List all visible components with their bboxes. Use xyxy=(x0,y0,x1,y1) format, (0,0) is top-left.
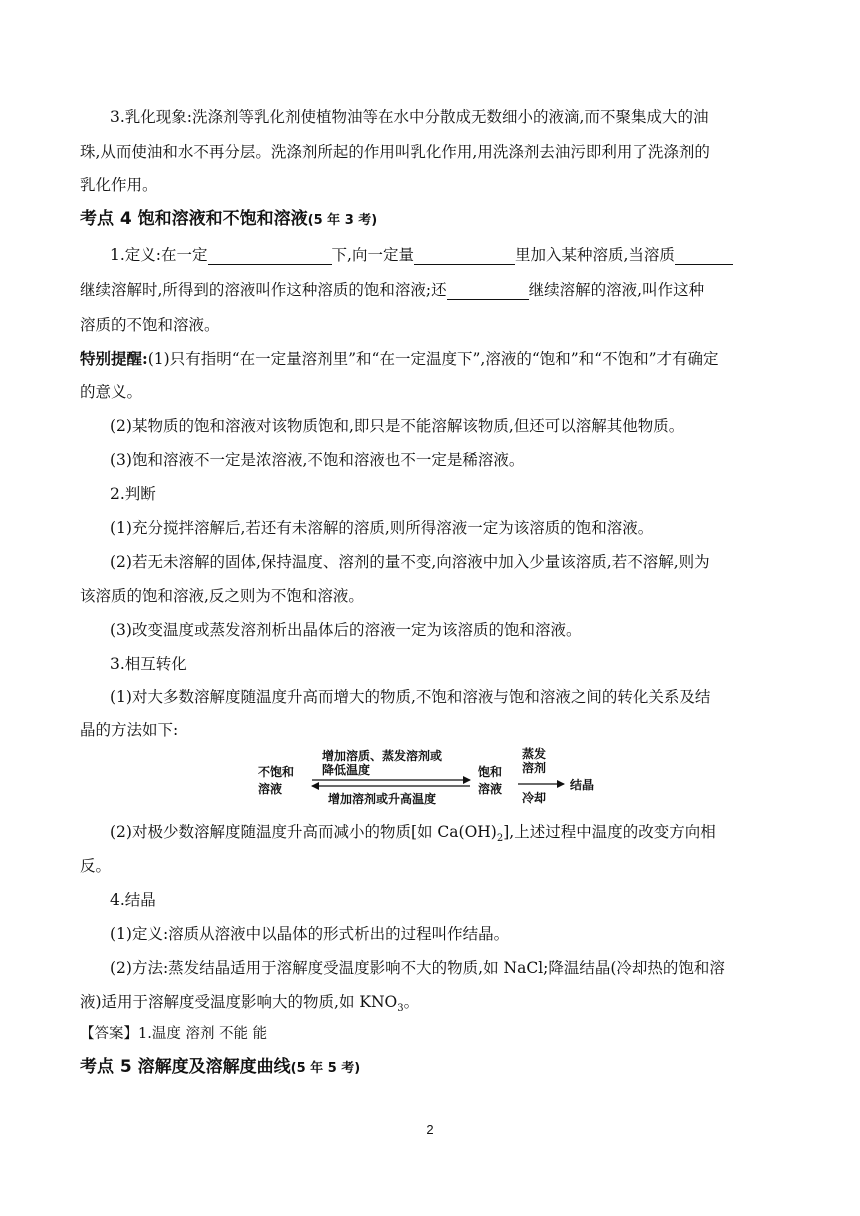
convert-line-4: 反。 xyxy=(80,857,112,875)
crystal-text-3b: 。 xyxy=(403,993,420,1011)
crystal-line-1: (1)定义:溶质从溶液中以晶体的形式析出的过程叫作结晶。 xyxy=(110,925,510,943)
judge-line-4: (3)改变温度或蒸发溶剂析出晶体后的溶液一定为该溶质的饱和溶液。 xyxy=(110,621,582,639)
label-backward: 增加溶剂或升高温度 xyxy=(328,792,437,806)
convert-text-3b: ],上述过程中温度的改变方向相 xyxy=(503,823,716,841)
tip-text-1: (1)只有指明“在一定量溶剂里”和“在一定温度下”,溶液的“饱和”和“不饱和”才有确定 xyxy=(147,350,719,368)
crystal-sub-3: 3 xyxy=(397,1003,404,1012)
crystal-line-3 xyxy=(80,992,782,1012)
blank-2 xyxy=(414,247,515,265)
section-heading-4-note: (5 年 3 考) xyxy=(307,213,378,228)
convert-line-3 xyxy=(110,822,782,842)
section-heading-5 xyxy=(80,1057,782,1079)
definition-text-c: 里加入某种溶质,当溶质 xyxy=(514,246,675,264)
tip-line-1 xyxy=(80,349,782,369)
convert-title: 3.相互转化 xyxy=(110,655,187,673)
label-forward-1: 增加溶质、蒸发溶剂或 xyxy=(322,749,443,763)
crystal-title: 4.结晶 xyxy=(110,891,156,909)
section-heading-4-title: 考点 4 饱和溶液和不饱和溶液 xyxy=(80,209,308,229)
emulsion-line-1: 3.乳化现象:洗涤剂等乳化剂使植物油等在水中分散成无数细小的液滴,而不聚集成大的油 xyxy=(110,108,709,126)
judge-line-1: (1)充分搅拌溶解后,若还有未溶解的溶质,则所得溶液一定为该溶质的饱和溶液。 xyxy=(110,519,654,537)
emulsion-line-2: 珠,从而使油和水不再分层。洗涤剂所起的作用叫乳化作用,用洗涤剂去油污即利用了洗涤剂的 xyxy=(80,143,710,161)
convert-text-3a: (2)对极少数溶解度随温度升高而减小的物质[如 Ca(OH) xyxy=(110,823,497,841)
convert-sub-2: 2 xyxy=(496,833,504,842)
convert-line-1: (1)对大多数溶解度随温度升高而增大的物质,不饱和溶液与饱和溶液之间的转化关系及结 xyxy=(110,688,711,706)
blank-4 xyxy=(447,282,529,300)
definition-text-a: 1.定义:在一定 xyxy=(110,246,208,264)
answer-line: 【答案】1.温度 溶剂 不能 能 xyxy=(80,1026,268,1042)
judge-line-2: (2)若无未溶解的固体,保持温度、溶剂的量不变,向溶液中加入少量该溶质,若不溶解,则为 xyxy=(110,553,710,571)
judge-line-3: 该溶质的饱和溶液,反之则为不饱和溶液。 xyxy=(80,587,364,605)
tip-line-4: (3)饱和溶液不一定是浓溶液,不饱和溶液也不一定是稀溶液。 xyxy=(110,451,525,469)
blank-3 xyxy=(675,247,733,265)
judge-title: 2.判断 xyxy=(110,485,156,503)
definition-line-1 xyxy=(110,245,782,265)
section-heading-5-note: (5 年 5 考) xyxy=(290,1061,361,1076)
definition-line-3: 溶质的不饱和溶液。 xyxy=(80,316,220,334)
label-crystal: 结晶 xyxy=(570,778,595,792)
label-unsaturated-2: 溶液 xyxy=(258,782,283,796)
label-evaporate-1: 蒸发 xyxy=(522,747,547,761)
label-saturated-2: 溶液 xyxy=(478,782,503,796)
emulsion-line-3: 乳化作用。 xyxy=(80,176,158,194)
label-forward-2: 降低温度 xyxy=(322,763,371,777)
conversion-diagram xyxy=(256,746,606,812)
label-saturated-1: 饱和 xyxy=(478,765,503,779)
definition-text-b: 下,向一定量 xyxy=(331,246,414,264)
label-cool: 冷却 xyxy=(522,791,547,805)
convert-line-2: 晶的方法如下: xyxy=(80,721,179,739)
page-number: 2 xyxy=(426,1122,434,1137)
tip-line-3: (2)某物质的饱和溶液对该物质饱和,即只是不能溶解该物质,但还可以溶解其他物质。 xyxy=(110,417,685,435)
label-unsaturated-1: 不饱和 xyxy=(258,765,295,779)
section-heading-4 xyxy=(80,209,782,231)
tip-line-2: 的意义。 xyxy=(80,383,143,401)
crystal-text-3a: 液)适用于溶解度受温度影响大的物质,如 KNO xyxy=(80,993,398,1011)
crystal-line-2: (2)方法:蒸发结晶适用于溶解度受温度影响不大的物质,如 NaCl;降温结晶(冷却热的饱和溶 xyxy=(110,959,725,977)
label-evaporate-2: 溶剂 xyxy=(522,761,547,775)
section-heading-5-title: 考点 5 溶解度及溶解度曲线 xyxy=(80,1057,291,1077)
blank-1 xyxy=(208,247,332,265)
definition-text-e: 继续溶解的溶液,叫作这种 xyxy=(528,281,705,299)
definition-line-2 xyxy=(80,280,782,300)
definition-text-d: 继续溶解时,所得到的溶液叫作这种溶质的饱和溶液;还 xyxy=(80,281,447,299)
tip-label: 特别提醒: xyxy=(80,349,148,368)
